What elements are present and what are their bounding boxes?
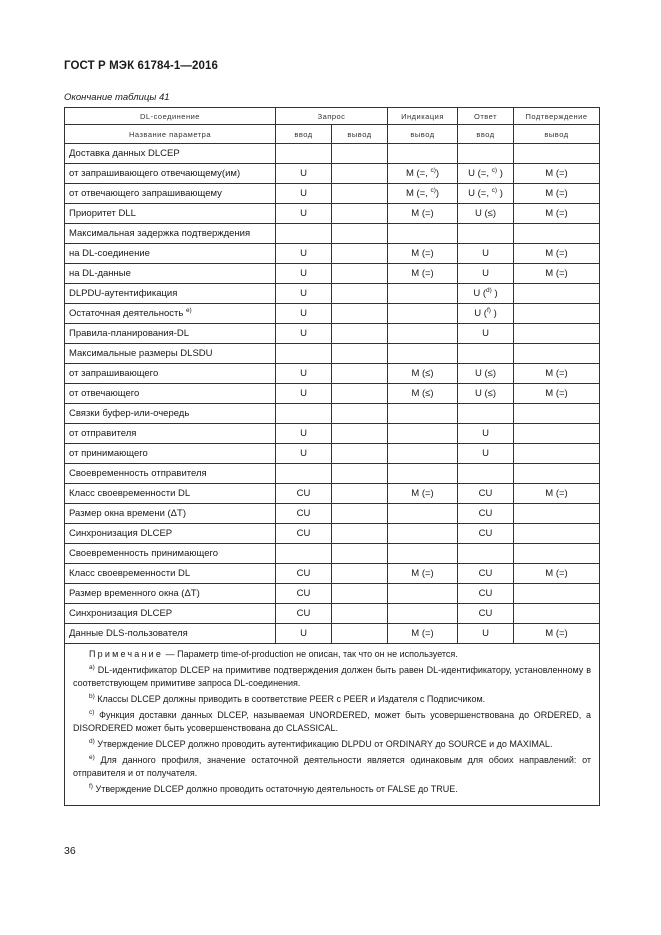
cell-c1: CU bbox=[276, 484, 332, 504]
cell-c2 bbox=[332, 324, 388, 344]
cell-c2 bbox=[332, 404, 388, 424]
cell-c1: CU bbox=[276, 504, 332, 524]
footnote-mark: b) bbox=[89, 693, 95, 700]
table-row bbox=[65, 364, 600, 384]
cell-c5 bbox=[514, 584, 600, 604]
cell-c3 bbox=[388, 544, 458, 564]
cell-c1: U bbox=[276, 624, 332, 644]
cell-c5: M (=) bbox=[514, 364, 600, 384]
cell-c1: CU bbox=[276, 604, 332, 624]
cell-c4 bbox=[458, 144, 514, 164]
cell-c4: U bbox=[458, 624, 514, 644]
table-row bbox=[65, 344, 600, 364]
table-note bbox=[73, 648, 591, 661]
parameter-name: от запрашивающего отвечающему(им) bbox=[65, 164, 276, 184]
cell-c1 bbox=[276, 224, 332, 244]
footnote-text: Утверждение DLCEP должно проводить аутентификацию DLPDU от ORDINARY до SOURCE и до MAXIMAL. bbox=[94, 739, 553, 749]
table-row bbox=[65, 424, 600, 444]
parameter-name: на DL-данные bbox=[65, 264, 276, 284]
cell-c5 bbox=[514, 444, 600, 464]
cell-c3: M (=) bbox=[388, 564, 458, 584]
table-row bbox=[65, 464, 600, 484]
table-row bbox=[65, 484, 600, 504]
header-response: Ответ bbox=[458, 108, 514, 125]
cell-c5 bbox=[514, 224, 600, 244]
cell-c4: U bbox=[458, 264, 514, 284]
cell-c2 bbox=[332, 504, 388, 524]
parameter-name: Доставка данных DLCEP bbox=[65, 144, 276, 164]
table-row bbox=[65, 544, 600, 564]
cell-c3: M (≤) bbox=[388, 364, 458, 384]
footnote-mark: e) bbox=[89, 754, 95, 761]
document-header: ГОСТ Р МЭК 61784-1—2016 bbox=[64, 60, 218, 72]
cell-c1: U bbox=[276, 444, 332, 464]
parameter-name: от принимающего bbox=[65, 444, 276, 464]
cell-c5 bbox=[514, 524, 600, 544]
table-row bbox=[65, 404, 600, 424]
header-confirmation: Подтверждение bbox=[514, 108, 600, 125]
footnote-mark: d) bbox=[89, 738, 95, 745]
parameter-name: от запрашивающего bbox=[65, 364, 276, 384]
table-row bbox=[65, 224, 600, 244]
table-caption: Окончание таблицы 41 bbox=[64, 92, 170, 103]
footnote-text: Для данного профиля, значение остаточной деятельности является одинаковым для обоих направлений: от отправителя и от получателя. bbox=[73, 755, 592, 778]
cell-c5: M (=) bbox=[514, 484, 600, 504]
cell-c2 bbox=[332, 584, 388, 604]
cell-c2 bbox=[332, 624, 388, 644]
cell-c2 bbox=[332, 444, 388, 464]
footnote-text: Утверждение DLCEP должно проводить остаточную деятельность от FALSE до TRUE. bbox=[92, 784, 458, 794]
cell-c4: U bbox=[458, 324, 514, 344]
cell-c4: U (=, $^{c)}$ ) bbox=[458, 164, 514, 184]
cell-c1: U bbox=[276, 284, 332, 304]
cell-c5: M (=) bbox=[514, 624, 600, 644]
footnote-mark: c) bbox=[89, 709, 95, 716]
cell-c4: U (=, $^{c)}$ ) bbox=[458, 184, 514, 204]
cell-c2 bbox=[332, 284, 388, 304]
cell-c1 bbox=[276, 144, 332, 164]
table-row bbox=[65, 304, 600, 324]
cell-c3: M (=) bbox=[388, 624, 458, 644]
cell-c2 bbox=[332, 364, 388, 384]
cell-c3 bbox=[388, 424, 458, 444]
header-indication-output: вывод bbox=[388, 125, 458, 144]
table-row bbox=[65, 184, 600, 204]
cell-c2 bbox=[332, 424, 388, 444]
cell-c4: U (≤) bbox=[458, 204, 514, 224]
cell-c5: M (=) bbox=[514, 384, 600, 404]
cell-c4 bbox=[458, 544, 514, 564]
table-row bbox=[65, 604, 600, 624]
table-row bbox=[65, 264, 600, 284]
cell-c2 bbox=[332, 224, 388, 244]
parameter-name: Класс своевременности DL bbox=[65, 564, 276, 584]
footnote-mark: a) bbox=[89, 664, 95, 671]
header-row-primitives bbox=[65, 108, 600, 125]
table-row bbox=[65, 204, 600, 224]
cell-c5: M (=) bbox=[514, 204, 600, 224]
footnote bbox=[73, 783, 591, 796]
cell-c3 bbox=[388, 584, 458, 604]
table-row bbox=[65, 584, 600, 604]
cell-c1: U bbox=[276, 324, 332, 344]
cell-c4: CU bbox=[458, 504, 514, 524]
table-row bbox=[65, 244, 600, 264]
cell-c2 bbox=[332, 384, 388, 404]
cell-c4: CU bbox=[458, 484, 514, 504]
cell-c2 bbox=[332, 464, 388, 484]
cell-c1 bbox=[276, 464, 332, 484]
cell-c4 bbox=[458, 464, 514, 484]
cell-c4: CU bbox=[458, 604, 514, 624]
cell-c3: M (=) bbox=[388, 264, 458, 284]
cell-c1: U bbox=[276, 384, 332, 404]
cell-c5 bbox=[514, 304, 600, 324]
table-row bbox=[65, 564, 600, 584]
header-confirmation-output: вывод bbox=[514, 125, 600, 144]
cell-c5 bbox=[514, 424, 600, 444]
cell-c4: U ($^{d)}$ ) bbox=[458, 284, 514, 304]
cell-c5: M (=) bbox=[514, 264, 600, 284]
cell-c4: U ($^{f)}$ ) bbox=[458, 304, 514, 324]
cell-c1: U bbox=[276, 204, 332, 224]
cell-c3 bbox=[388, 324, 458, 344]
footnote bbox=[73, 754, 591, 780]
parameter-name: Своевременность отправителя bbox=[65, 464, 276, 484]
cell-c5 bbox=[514, 144, 600, 164]
parameter-name: Синхронизация DLCEP bbox=[65, 524, 276, 544]
parameter-name: DLPDU-аутентификация bbox=[65, 284, 276, 304]
parameter-name: от отправителя bbox=[65, 424, 276, 444]
cell-c1 bbox=[276, 544, 332, 564]
page-number: 36 bbox=[64, 845, 76, 857]
header-request-output: вывод bbox=[332, 125, 388, 144]
cell-c5: M (=) bbox=[514, 244, 600, 264]
cell-c2 bbox=[332, 144, 388, 164]
cell-c1: U bbox=[276, 364, 332, 384]
cell-c2 bbox=[332, 544, 388, 564]
cell-c4 bbox=[458, 404, 514, 424]
cell-c4: U bbox=[458, 244, 514, 264]
parameter-name: Своевременность принимающего bbox=[65, 544, 276, 564]
footnote bbox=[73, 693, 591, 706]
cell-c5 bbox=[514, 324, 600, 344]
cell-c3 bbox=[388, 144, 458, 164]
parameters-table bbox=[64, 107, 600, 806]
parameter-name: Размер окна времени (ΔT) bbox=[65, 504, 276, 524]
parameter-name: Приоритет DLL bbox=[65, 204, 276, 224]
cell-c4: CU bbox=[458, 584, 514, 604]
cell-c4 bbox=[458, 224, 514, 244]
cell-c1: U bbox=[276, 184, 332, 204]
cell-c3: M (=) bbox=[388, 244, 458, 264]
cell-c1 bbox=[276, 404, 332, 424]
cell-c1: U bbox=[276, 164, 332, 184]
cell-c3 bbox=[388, 524, 458, 544]
cell-c1: U bbox=[276, 244, 332, 264]
footnote-text: Функция доставки данных DLCEP, называемая UNORDERED, может быть усовершенствована до ORDERED, а DISORDERED может быть усовершенствована до CLASSICAL. bbox=[73, 710, 592, 733]
parameter-name: Максимальные размеры DLSDU bbox=[65, 344, 276, 364]
footnote-text: DL-идентификатор DLCEP на примитиве подтверждения должен быть равен DL-идентификатору, установленному в соответствующем примитиве запроса DL-соединения. bbox=[73, 665, 592, 688]
cell-c2 bbox=[332, 264, 388, 284]
table-row bbox=[65, 324, 600, 344]
cell-c2 bbox=[332, 164, 388, 184]
footnote-mark: f) bbox=[89, 783, 93, 790]
cell-c1: CU bbox=[276, 584, 332, 604]
cell-c3 bbox=[388, 304, 458, 324]
cell-c4: U bbox=[458, 444, 514, 464]
cell-c2 bbox=[332, 604, 388, 624]
parameter-name: Максимальная задержка подтверждения bbox=[65, 224, 276, 244]
footnote bbox=[73, 664, 591, 690]
note-text: — Параметр time-of-production не описан, так что он не используется. bbox=[163, 649, 458, 659]
cell-c3 bbox=[388, 444, 458, 464]
cell-c3 bbox=[388, 284, 458, 304]
table-row bbox=[65, 284, 600, 304]
cell-c4: CU bbox=[458, 524, 514, 544]
cell-c4: CU bbox=[458, 564, 514, 584]
footnote bbox=[73, 738, 591, 751]
cell-c1 bbox=[276, 344, 332, 364]
table-row bbox=[65, 524, 600, 544]
parameter-name: Класс своевременности DL bbox=[65, 484, 276, 504]
cell-c5 bbox=[514, 544, 600, 564]
cell-c3 bbox=[388, 404, 458, 424]
cell-c3 bbox=[388, 504, 458, 524]
header-request-input: ввод bbox=[276, 125, 332, 144]
cell-c3: M (≤) bbox=[388, 384, 458, 404]
cell-c5: M (=) bbox=[514, 184, 600, 204]
cell-c2 bbox=[332, 484, 388, 504]
parameter-name: Синхронизация DLCEP bbox=[65, 604, 276, 624]
parameter-name: на DL-соединение bbox=[65, 244, 276, 264]
cell-c1: U bbox=[276, 304, 332, 324]
header-dl-connection: DL-соединение bbox=[65, 108, 276, 125]
table-row bbox=[65, 504, 600, 524]
parameter-name: Размер временного окна (ΔT) bbox=[65, 584, 276, 604]
table-row bbox=[65, 144, 600, 164]
cell-c1: U bbox=[276, 264, 332, 284]
cell-c2 bbox=[332, 524, 388, 544]
cell-c5: M (=) bbox=[514, 164, 600, 184]
header-row-directions bbox=[65, 125, 600, 144]
header-request: Запрос bbox=[276, 108, 388, 125]
cell-c3 bbox=[388, 224, 458, 244]
cell-c4: U (≤) bbox=[458, 364, 514, 384]
cell-c2 bbox=[332, 204, 388, 224]
cell-c5: M (=) bbox=[514, 564, 600, 584]
notes-row bbox=[65, 644, 600, 806]
cell-c4 bbox=[458, 344, 514, 364]
cell-c3: M (=, $^{c)}$) bbox=[388, 184, 458, 204]
cell-c3: M (=) bbox=[388, 484, 458, 504]
parameter-name: Остаточная деятельность $^{e)}$ bbox=[65, 304, 276, 324]
table-row bbox=[65, 164, 600, 184]
parameter-name: Правила-планирования-DL bbox=[65, 324, 276, 344]
header-indication: Индикация bbox=[388, 108, 458, 125]
notes-cell bbox=[65, 644, 600, 806]
cell-c2 bbox=[332, 244, 388, 264]
cell-c3 bbox=[388, 604, 458, 624]
parameter-name: от отвечающего запрашивающему bbox=[65, 184, 276, 204]
cell-c2 bbox=[332, 564, 388, 584]
cell-c4: U (≤) bbox=[458, 384, 514, 404]
cell-c2 bbox=[332, 344, 388, 364]
cell-c1: U bbox=[276, 424, 332, 444]
note-label: Примечание bbox=[89, 649, 164, 659]
cell-c5 bbox=[514, 504, 600, 524]
cell-c5 bbox=[514, 404, 600, 424]
table-row bbox=[65, 444, 600, 464]
cell-c3 bbox=[388, 464, 458, 484]
footnote-text: Классы DLCEP должны приводить в соответствие PEER с PEER и Издателя с Подписчиком. bbox=[94, 694, 486, 704]
footnote bbox=[73, 709, 591, 735]
cell-c3: M (=) bbox=[388, 204, 458, 224]
cell-c5 bbox=[514, 464, 600, 484]
table-row bbox=[65, 384, 600, 404]
parameter-name: Связки буфер-или-очередь bbox=[65, 404, 276, 424]
header-response-input: ввод bbox=[458, 125, 514, 144]
cell-c5 bbox=[514, 344, 600, 364]
table-row bbox=[65, 624, 600, 644]
cell-c3: M (=, $^{c)}$) bbox=[388, 164, 458, 184]
cell-c5 bbox=[514, 604, 600, 624]
header-parameter-name: Название параметра bbox=[65, 125, 276, 144]
parameter-name: от отвечающего bbox=[65, 384, 276, 404]
cell-c3 bbox=[388, 344, 458, 364]
cell-c1: CU bbox=[276, 524, 332, 544]
cell-c5 bbox=[514, 284, 600, 304]
cell-c2 bbox=[332, 304, 388, 324]
cell-c2 bbox=[332, 184, 388, 204]
cell-c4: U bbox=[458, 424, 514, 444]
cell-c1: CU bbox=[276, 564, 332, 584]
parameter-name: Данные DLS-пользователя bbox=[65, 624, 276, 644]
